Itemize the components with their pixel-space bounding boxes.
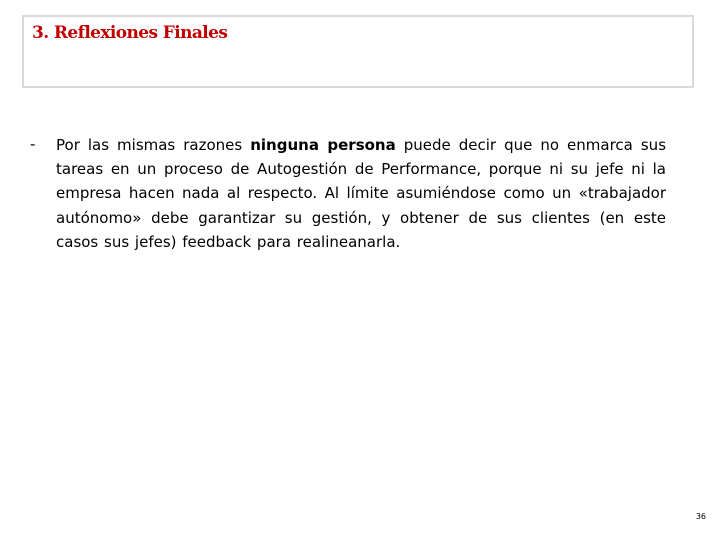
paragraph-text-rest: puede decir que no enmarca sus tareas en un proceso de Autogestión de Performance, porque ni su jefe ni la empresa hacen nada al respecto. Al límite asumiéndose como un «trabajador autónomo» debe garantizar su gestión, y obtener de sus clientes (en este casos sus jefes) feedback para realineanarla. [56,136,667,251]
bullet-marker: - [30,135,36,153]
title-box [22,15,694,88]
page-number: 36 [695,512,706,521]
slide-title: 3. Reflexiones Finales [32,23,228,43]
paragraph-emphasis: ninguna persona [250,136,396,154]
body-paragraph [56,133,666,254]
paragraph-text-start: Por las mismas razones [56,136,251,154]
